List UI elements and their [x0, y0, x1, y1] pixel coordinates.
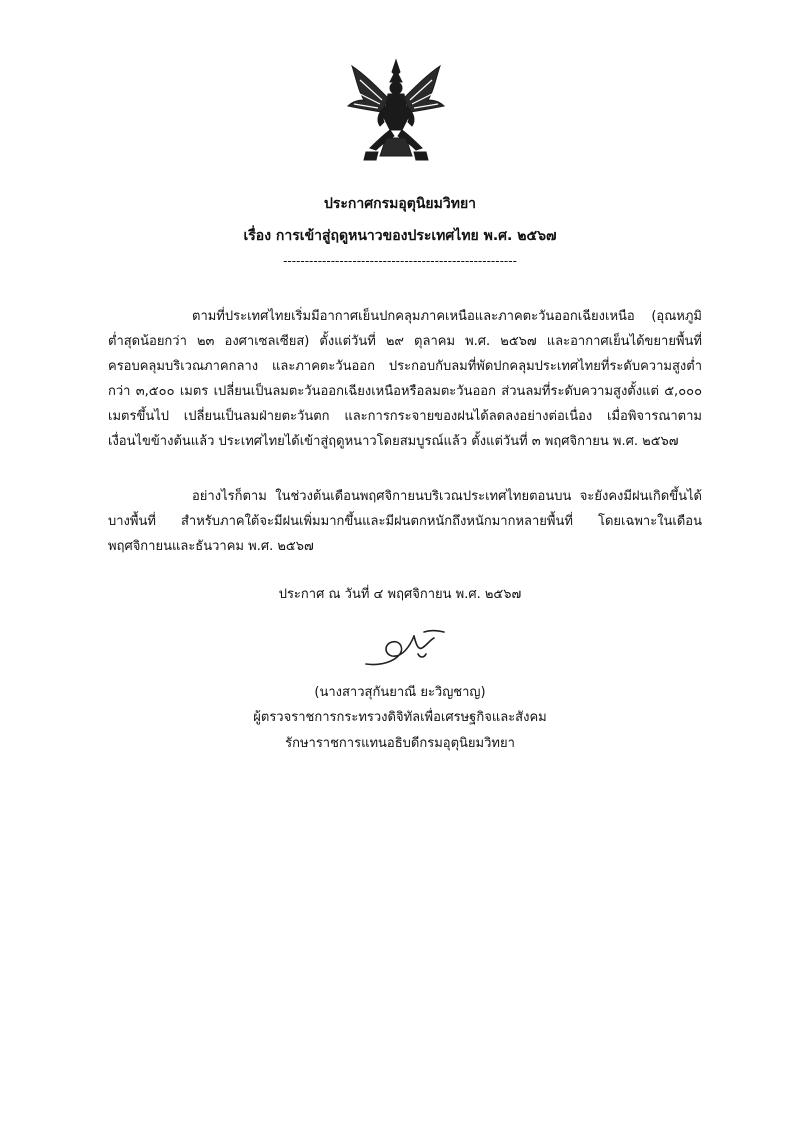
- announcement-date: ประกาศ ณ วันที่ ๔ พฤศจิกายน พ.ศ. ๒๕๖๗: [278, 587, 522, 602]
- title-divider: ------------------------------------------------------: [283, 254, 517, 268]
- paragraph-2-text: อย่างไรก็ตาม ในช่วงต้นเดือนพฤศจิกายนบริเวณประเทศไทยตอนบน จะยังคงมีฝนเกิดขึ้นได้บางพื้นที่ สำหรับภาคใต้จะมีฝนเพิ่มมากขึ้นและมีฝนตกหนักถึงหนักมากหลายพื้นที่ โดยเฉพาะในเดือนพฤศจิกายนและธันวาคม พ.ศ. ๒๕๖๗: [108, 489, 702, 554]
- body-paragraph-2: [108, 484, 702, 559]
- handwritten-signature-icon: [360, 624, 450, 670]
- signer-position-2: รักษาราชการแทนอธิบดีกรมอุตุนิยมวิทยา: [285, 736, 515, 751]
- garuda-emblem-icon: [342, 56, 450, 164]
- signer-position-1: ผู้ตรวจราชการกระทรวงดิจิทัลเพื่อเศรษฐกิจและสังคม: [253, 710, 547, 725]
- announcement-title: ประกาศกรมอุตุนิยมวิทยา: [323, 196, 477, 212]
- body-paragraph-1: [108, 304, 702, 454]
- paragraph-1-text: ตามที่ประเทศไทยเริ่มมีอากาศเย็นปกคลุมภาคเหนือและภาคตะวันออกเฉียงเหนือ (อุณหภูมิต่ำสุดน้อยกว่า ๒๓ องศาเซลเซียส) ตั้งแต่วันที่ ๒๙ ตุลาคม พ.ศ. ๒๕๖๗ และอากาศเย็นได้ขยายพื้นที่ครอบคลุมบริเวณภาคกลาง และภาคตะวันออก ประกอบกับลมที่พัดปกคลุมประเทศไทยที่ระดับความสูงต่ำกว่า ๓,๕๐๐ เมตร เปลี่ยนเป็นลมตะวันออกเฉียงเหนือหรือลมตะวันออก ส่วนลมที่ระดับความสูงตั้งแต่ ๕,๐๐๐ เมตรขึ้นไป เปลี่ยนเป็นลมฝ่ายตะวันตก และการกระจายของฝนได้ลดลงอย่างต่อเนื่อง เมื่อพิจารณาตามเงื่อนไขข้างต้นแล้ว ประเทศไทยได้เข้าสู่ฤดูหนาวโดยสมบูรณ์แล้ว ตั้งแต่วันที่ ๓ พฤศจิกายน พ.ศ. ๒๕๖๗: [108, 309, 702, 449]
- announcement-subject: เรื่อง การเข้าสู่ฤดูหนาวของประเทศไทย พ.ศ. ๒๕๖๗: [243, 228, 557, 244]
- signer-name: (นางสาวสุกันยาณี ยะวิญชาญ): [314, 685, 486, 700]
